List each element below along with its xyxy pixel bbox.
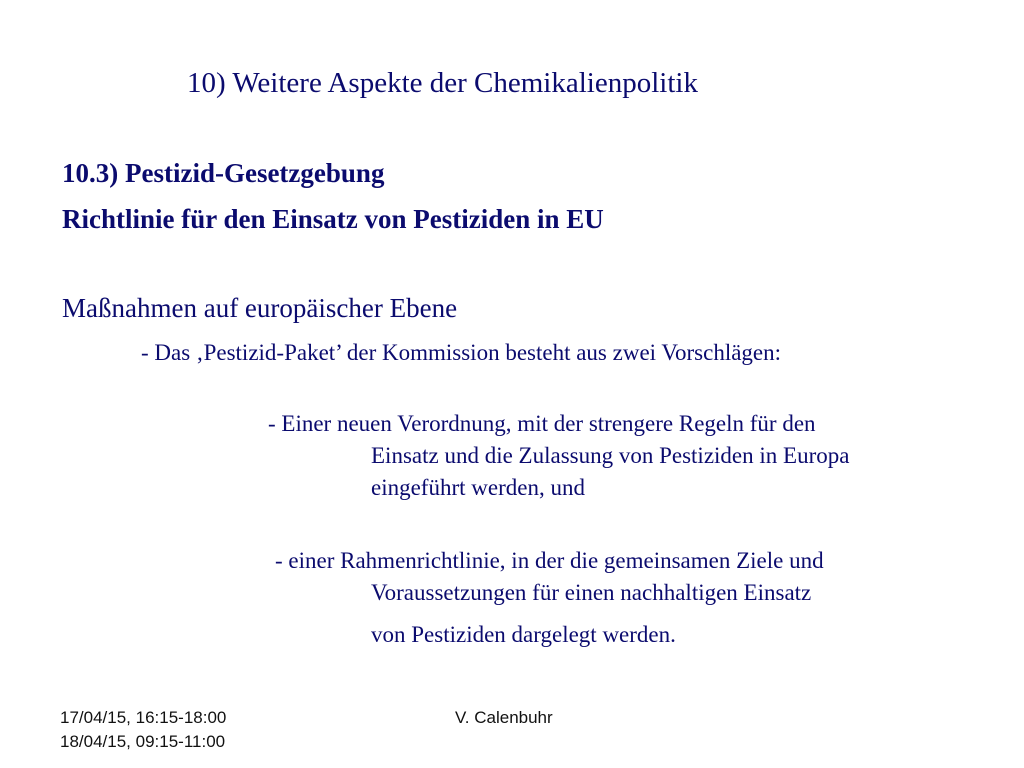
slide-title: 10) Weitere Aspekte der Chemikalienpolitik: [187, 67, 698, 99]
bullet-a-line-3: eingeführt werden, und: [371, 475, 585, 500]
footer-author: V. Calenbuhr: [455, 708, 553, 727]
bullet-a-line-1: - Einer neuen Verordnung, mit der strengere Regeln für den: [268, 411, 816, 436]
bullet-intro: - Das ‚Pestizid-Paket’ der Kommission besteht aus zwei Vorschlägen:: [141, 340, 782, 365]
footer-date-line-2: 18/04/15, 09:15-11:00: [60, 732, 226, 751]
footer-date-line-1: 17/04/15, 16:15-18:00: [60, 708, 227, 727]
topic-subtitle: Richtlinie für den Einsatz von Pestiziden in EU: [62, 204, 604, 234]
section-heading: Maßnahmen auf europäischer Ebene: [62, 293, 458, 323]
section-subtitle: 10.3) Pestizid-Gesetzgebung: [62, 158, 385, 188]
footer-dates: [60, 706, 226, 754]
bullet-b-line-2: Voraussetzungen für einen nachhaltigen Einsatz: [371, 580, 812, 605]
bullet-b-line-3: von Pestiziden dargelegt werden.: [371, 622, 676, 647]
bullet-b-line-1: - einer Rahmenrichtlinie, in der die gemeinsamen Ziele und: [275, 548, 824, 573]
bullet-a-line-2: Einsatz und die Zulassung von Pestiziden in Europa: [371, 443, 850, 468]
